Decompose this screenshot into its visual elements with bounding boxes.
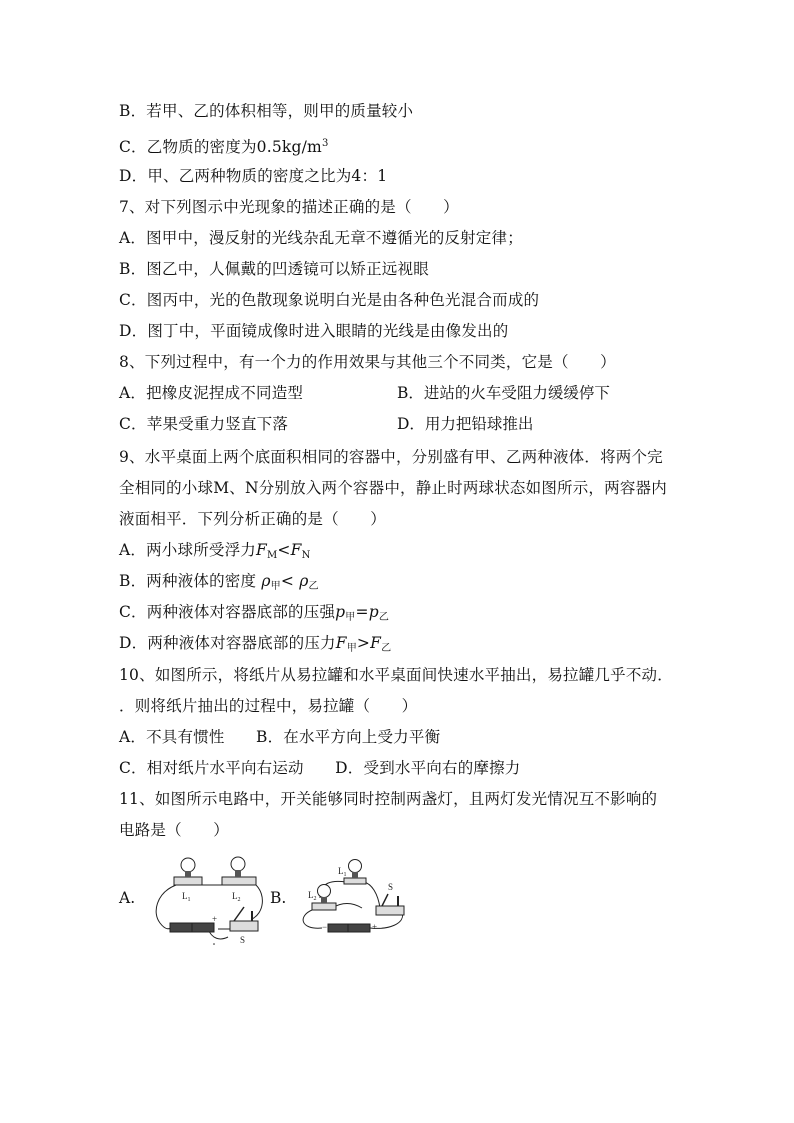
q9-c-symbol-1: p [335, 603, 346, 621]
q8-option-b: B．进站的火车受阻力缓缓停下 [397, 384, 610, 402]
label-minus: − [322, 922, 328, 932]
q10-stem-line2: ．则将纸片抽出的过程中，易拉罐（ ） [119, 697, 418, 715]
label-s: S [240, 935, 246, 945]
q7-option-b: B．图乙中，人佩戴的凹透镜可以矫正远视眼 [119, 260, 429, 278]
q9-option-d-text: D．两种液体对容器底部的压力 [119, 634, 336, 652]
q9-c-operator: = [355, 603, 369, 621]
q8-option-a: A．把橡皮泥捏成不同造型 [119, 384, 304, 402]
label-s: S [388, 882, 394, 892]
q9-stem-line3: 液面相平．下列分析正确的是（ ） [119, 510, 386, 528]
q9-option-a-text: A．两小球所受浮力 [119, 541, 256, 559]
q7-option-c: C．图丙中，光的色散现象说明白光是由各种色光混合而成的 [119, 291, 540, 309]
q9-option-c [119, 602, 389, 628]
q9-option-a [119, 540, 311, 566]
q7-stem: 7、对下列图示中光现象的描述正确的是（ ） [119, 198, 459, 216]
switch-icon [230, 907, 258, 931]
q9-option-b-text: B．两种液体的密度 [119, 572, 257, 590]
q11-option-a-label: A. [119, 889, 136, 907]
label-l1: $L_1$ [338, 866, 347, 878]
q9-d-sub-2: 乙 [381, 643, 392, 654]
q9-d-operator: > [356, 634, 371, 652]
q9-a-operator: < [277, 541, 291, 559]
q9-a-symbol-2: F [290, 541, 302, 559]
label-l2: $L_2$ [232, 891, 241, 903]
q9-b-operator: < [280, 572, 295, 590]
q11-stem-line2: 电路是（ ） [119, 821, 229, 839]
q8-option-c: C．苹果受重力竖直下落 [119, 415, 289, 433]
q9-c-symbol-2: p [368, 603, 379, 621]
label-l1: $L_1$ [182, 891, 191, 903]
q6-option-d: D．甲、乙两种物质的密度之比为4：1 [119, 167, 388, 185]
q9-d-symbol-2: F [370, 634, 382, 652]
q7-option-a: A．图甲中，漫反射的光线杂乱无章不遵循光的反射定律； [119, 229, 523, 247]
q11-stem-line1: 11、如图所示电路中，开关能够同时控制两盏灯，且两灯发光情况互不影响的 [119, 790, 658, 808]
q9-c-sub-1: 甲 [345, 612, 356, 623]
q9-d-symbol-1: F [335, 634, 347, 652]
q9-a-symbol-1: F [256, 541, 267, 559]
q9-stem-line2: 全相同的小球M、N分别放入两个容器中，静止时两球状态如图所示，两容器内 [119, 479, 667, 497]
q6-option-c-sup: 3 [321, 138, 329, 149]
q7-option-d: D．图丁中，平面镜成像时进入眼睛的光线是由像发出的 [119, 322, 509, 340]
q10-stem-line1: 10、如图所示，将纸片从易拉罐和水平桌面间快速水平抽出，易拉罐几乎不动． [119, 666, 673, 684]
q9-b-sub-2: 乙 [308, 581, 319, 592]
lamp-l2-icon [222, 857, 256, 885]
q9-c-sub-2: 乙 [378, 612, 390, 623]
q9-option-c-text: C．两种液体对容器底部的压强 [119, 603, 336, 621]
q9-b-sub-1: 甲 [270, 581, 281, 592]
q9-b-symbol-1: ρ [261, 572, 271, 590]
lamp-l1-icon [174, 858, 202, 885]
battery-icon [170, 923, 214, 932]
q11-option-b-label: B. [270, 889, 287, 907]
label-plus: + [372, 922, 378, 932]
q9-option-b [119, 571, 319, 597]
q9-b-symbol-2: ρ [299, 572, 309, 590]
q10-options-cd: C．相对纸片水平向右运动 D．受到水平向右的摩擦力 [119, 759, 521, 777]
circuit-diagram-a [148, 855, 268, 947]
q9-a-sub-2: N [301, 550, 311, 561]
q8-stem: 8、下列过程中，有一个力的作用效果与其他三个不同类，它是（ ） [119, 353, 616, 371]
switch-icon [376, 894, 404, 915]
q6-option-c [119, 134, 329, 157]
q8-option-d: D．用力把铅球推出 [397, 415, 534, 433]
q6-option-b: B．若甲、乙的体积相等，则甲的质量较小 [119, 102, 414, 120]
q9-d-sub-1: 甲 [346, 643, 357, 654]
label-plus: + [212, 914, 218, 924]
circuit-diagram-b [292, 858, 412, 938]
q9-option-d [119, 633, 391, 659]
battery-icon [328, 924, 370, 932]
label-l2: $L_2$ [308, 890, 317, 902]
q6-option-c-text: C．乙物质的密度为0.5kg/m [119, 138, 322, 156]
q9-stem-line1: 9、水平桌面上两个底面积相同的容器中，分别盛有甲、乙两种液体．将两个完 [119, 448, 663, 466]
q9-a-sub-1: M [266, 550, 278, 561]
q10-options-ab: A．不具有惯性 B．在水平方向上受力平衡 [119, 728, 441, 746]
lamp-l1-icon [344, 860, 366, 885]
